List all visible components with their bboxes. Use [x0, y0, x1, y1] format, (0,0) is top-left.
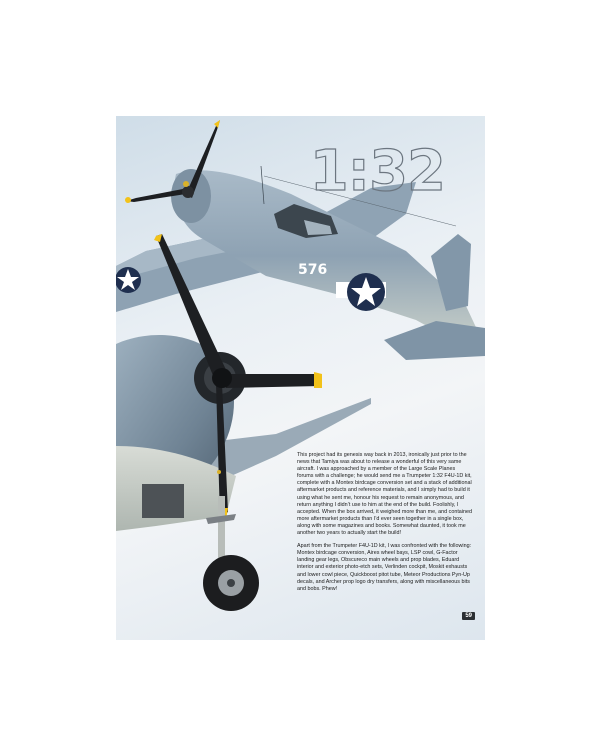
tail-plane — [384, 321, 485, 360]
page-number: 59 — [462, 612, 475, 620]
paragraph: This project had its genesis way back in 2013, ironically just prior to the news that Tamiya was about to release a wonderful of this very same aircraft. I was approached by a member of the Large Scale Planes forums with a challenge; he would send me a Trumpeter 1:32 F4U-1D kit, complete with a Montex birdcage conversion set and a stack of additional aftermarket products and reference materials, and I simply had to build it using what he sent me, honour his request to remain anonymous, and return anything I didn’t use to him at the end of the build. Foolishly, I accepted. When the box arrived, it weighed more than me, and contained more aftermarket products than I’d ever seen together in a single box, along with some magazines and books. Somewhat daunted, it took me another two years to actually start the build! — [297, 452, 473, 537]
magazine-page — [116, 116, 485, 640]
article-body — [297, 452, 473, 599]
aircraft-number: 576 — [298, 262, 328, 278]
scale-title: 1:32 — [309, 139, 445, 204]
paragraph: Apart from the Trumpeter F4U-1D kit, I was confronted with the following: Montex birdcage conversion, Aires wheel bays, LSP cowl, G-Factor landing gear legs, Obscureco main wheels and prop blades, Eduard interior and exterior photo-etch sets, Verlinden cockpit, Moskit exhausts and lower cowl piece, Quickboost pitot tube, Meteor Productions Pyn-Up decals, and Archer prop logo dry transfers, along with miscellaneous bits and bobs. Phew! — [297, 543, 472, 592]
